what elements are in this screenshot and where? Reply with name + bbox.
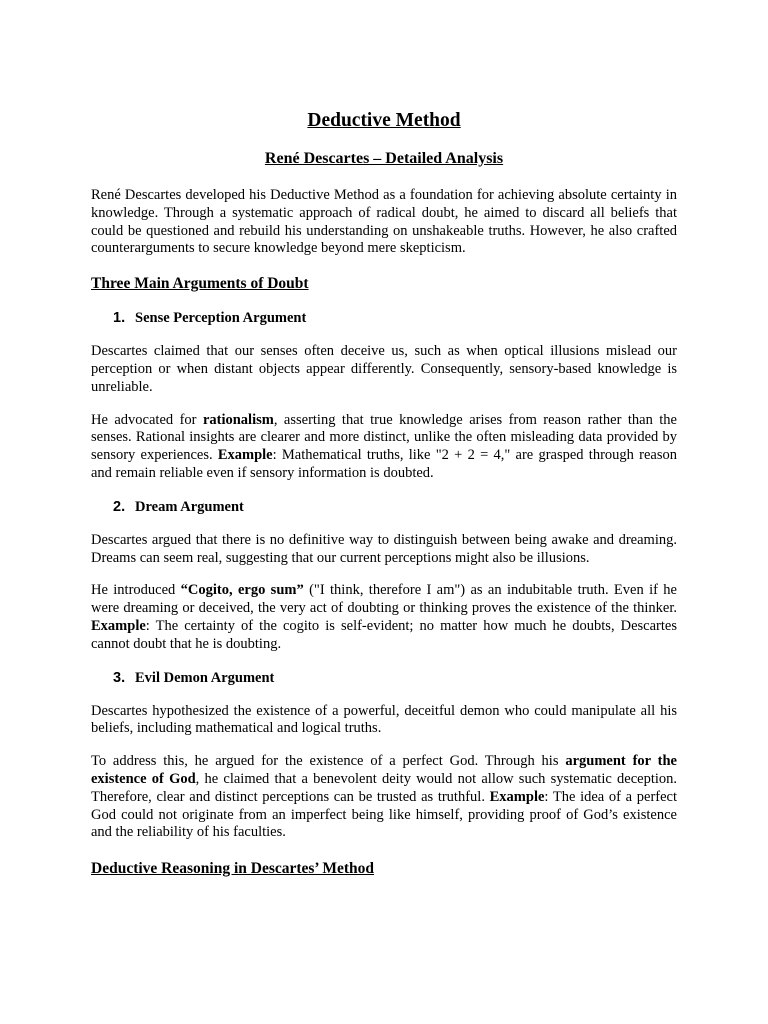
text-run: ("I think, therefore I am") as an indubitable truth. Even if he were dreaming or deceived, the very act of doubting or thinking proves the existence of the thinker. xyxy=(91,582,677,617)
example-label: Example xyxy=(489,788,545,805)
section-heading-arguments-of-doubt: Three Main Arguments of Doubt xyxy=(91,275,309,293)
text-run: He introduced xyxy=(91,582,181,599)
list-number: 3. xyxy=(113,669,126,686)
bold-term: argument for the existence of God xyxy=(91,753,677,787)
example-label: Example xyxy=(217,447,273,464)
document-title: Deductive Method xyxy=(307,110,461,131)
argument-heading-dream xyxy=(91,497,677,517)
argument-paragraph xyxy=(91,753,677,842)
argument-title: Sense Perception Argument xyxy=(135,310,307,327)
list-number: 2. xyxy=(113,498,126,515)
argument-paragraph: Descartes claimed that our senses often deceive us, such as when optical illusions mislead our perception or when distant objects appear differently. Consequently, sensory-based knowledge is unreliable. xyxy=(91,343,677,395)
section-heading-deductive-reasoning: Deductive Reasoning in Descartes’ Method xyxy=(91,860,374,878)
argument-paragraph: Descartes argued that there is no definitive way to distinguish between being awake and dreaming. Dreams can seem real, suggesting that our current perceptions might also be illusions. xyxy=(91,531,677,566)
argument-heading-sense-perception xyxy=(91,308,677,328)
argument-heading-evil-demon xyxy=(91,668,677,688)
text-run: To address this, he argued for the existence of a perfect God. Through his xyxy=(91,753,566,770)
document-page xyxy=(91,108,677,879)
text-run: : The certainty of the cogito is self-evident; no matter how much he doubts, Descartes cannot doubt that he is doubting. xyxy=(91,617,677,652)
example-label: Example xyxy=(91,617,146,634)
text-run: , asserting that true knowledge arises from reason rather than the senses. Rational insights are clearer and more distinct, unlike the often misleading data provided by sensory experiences. xyxy=(91,411,677,464)
text-run: : Mathematical truths, like "2 + 2 = 4," are grasped through reason and remain reliable even if sensory information is doubted. xyxy=(91,447,677,481)
argument-title: Evil Demon Argument xyxy=(135,669,275,686)
text-run: , he claimed that a benevolent deity would not allow such systematic deception. Therefore, clear and distinct perceptions can be trusted as truthful. xyxy=(91,770,678,805)
text-run: : The idea of a perfect God could not originate from an imperfect being like himself, providing proof of God’s existence and the reliability of his faculties. xyxy=(91,788,677,841)
argument-paragraph xyxy=(91,582,677,653)
argument-title: Dream Argument xyxy=(135,498,244,515)
argument-paragraph xyxy=(91,412,677,483)
text-run: He advocated for xyxy=(91,411,203,428)
document-subtitle: René Descartes – Detailed Analysis xyxy=(264,150,504,167)
argument-paragraph: Descartes hypothesized the existence of a powerful, deceitful demon who could manipulate all his beliefs, including mathematical and logical truths. xyxy=(91,702,677,737)
bold-term: “Cogito, ergo sum” xyxy=(180,582,304,599)
list-number: 1. xyxy=(113,310,126,327)
intro-paragraph: René Descartes developed his Deductive Method as a foundation for achieving absolute certainty in knowledge. Through a systematic approach of radical doubt, he aimed to discard all beliefs that could be questioned and rebuild his understanding on unshakeable truths. However, he also crafted counterarguments to secure knowledge beyond mere skepticism. xyxy=(91,187,677,257)
bold-term: rationalism xyxy=(202,411,274,428)
